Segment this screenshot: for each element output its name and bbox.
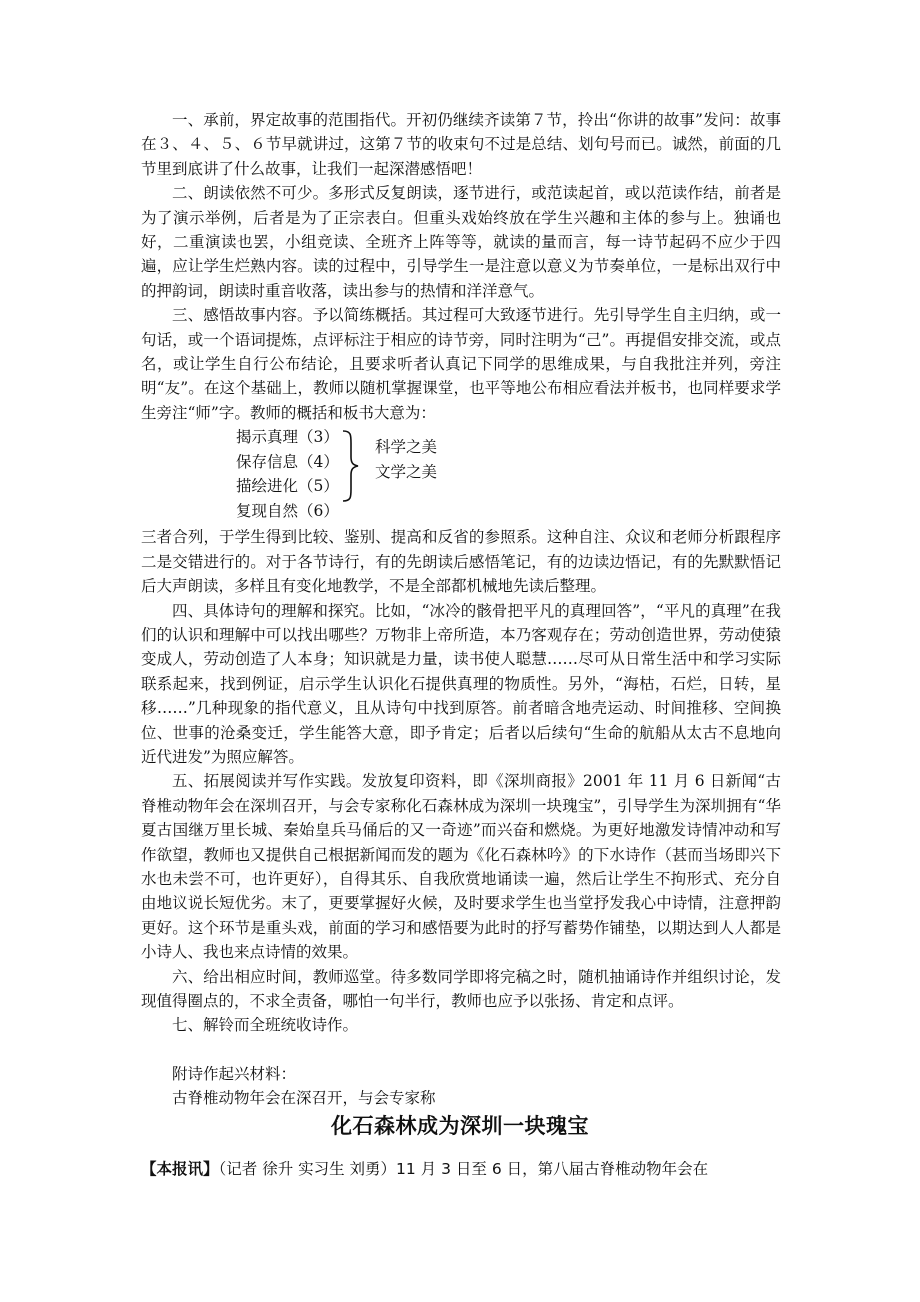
news-headline: 化石森林成为深圳一块瑰宝: [331, 1114, 589, 1138]
appendix-line: 古脊椎动物年会在深召开，与会专家称: [172, 1089, 436, 1108]
appendix-heading: 附诗作起兴材料：: [172, 1064, 297, 1083]
paragraph-1: 一、承前，界定故事的范围指代。开初仍继续齐读第７节，拎出“你讲的故事”发问：故事在３、４、５、６节早就讲过，这第７节的收束句不过是总结、划句号而已。诚然，前面的几节里到底讲了什么故事，让我们一起深潜感悟吧！: [141, 111, 781, 178]
paragraph-3: 三、感悟故事内容。予以简练概括。其过程可大致逐节进行。先引导学生自主归纳，或一句话，或一个语词提炼，点评标注于相应的诗节旁，同时注明为“己”。再提倡安排交流，或点名，或让学生自行公布结论，且要求听者认真记下同学的思维成果，与自我批注并列，旁注明“友”。在这个基础上，教师以随机掌握课堂，也平等地公布相应看法并板书，也同样要求学生旁注“师”字。教师的概括和板书大意为：: [141, 306, 781, 422]
brace-icon: [341, 429, 361, 503]
news-lead: [141, 1157, 801, 1179]
paragraph-after-outline: 三者合列，于学生得到比较、鉴别、提高和反省的参照系。这种自注、众议和老师分析跟程序二是交错进行的。对于各节诗行，有的先朗读后感悟笔记，有的边读边悟记，有的先默默悟记后大声朗读，多样且有变化地教学，不是全部都机械地先读后整理。: [141, 528, 781, 596]
outline-item: 揭示真理（3）: [236, 428, 339, 447]
paragraph-6: 六、给出相应时间，教师巡堂。待多数同学即将完稿之时，随机抽诵诗作并组织讨论，发现值得圈点的，不求全责备，哪怕一句半行，教师也应予以张扬、肯定和点评。: [141, 967, 781, 1010]
paragraph-4: 四、具体诗句的理解和探究。比如，“冰冷的骸骨把平凡的真理回答”，“平凡的真理”在我们的认识和理解中可以找出哪些？万物非上帝所造，本乃客观存在；劳动创造世界，劳动使猿变成人，劳动创造了人本身；知识就是力量，读书使人聪慧……尽可从日常生活中和学习实际联系起来，找到例证，启示学生认识化石提供真理的物质性。另外，“海枯，石烂，日转，星移……”几种现象的指代意义，且从诗句中找到原答。前者暗含地壳运动、时间推移、空间换位、世事的沧桑变迁，学生能答大意，即予肯定；后者以后续句“生命的航船从太古不息地向近代进发”为照应解答。: [141, 601, 781, 766]
news-lead-text: （记者 徐升 实习生 刘勇）11 月 3 日至 6 日，第八届古脊椎动物年会在: [218, 1160, 709, 1178]
outline-item: 保存信息（4）: [236, 452, 339, 471]
outline-label: 文学之美: [375, 462, 438, 481]
outline-item: 复现自然（6）: [236, 501, 339, 520]
paragraph-5: 五、拓展阅读并写作实践。发放复印资料，即《深圳商报》2001 年 11 月 6 日新闻“古脊椎动物年会在深圳召开，与会专家称化石森林成为深圳一块瑰宝”，引导学生为深圳拥有“华夏古国继万里长城、秦始皇兵马俑后的又一奇迹”而兴奋和燃烧。为更好地激发诗情冲动和写作欲望，教师也又提供自己根据新闻而发的题为《化石森林吟》的下水诗作（甚而当场即兴下水也未尝不可，也许更好），自得其乐、自我欣赏地诵读一遍，然后让学生不拘形式、充分自由地议说长短优劣。末了，更要掌握好火候，及时要求学生也当堂抒发我心中诗情，注意押韵更好。这个环节是重头戏，前面的学习和感悟要为此时的抒写蓄势作铺垫，以期达到人人都是小诗人、我也来点诗情的效果。: [141, 772, 781, 962]
paragraph-2: 二、朗读依然不可少。多形式反复朗读，逐节进行，或范读起首，或以范读作结，前者是为了演示举例，后者是为了正宗表白。但重头戏始终放在学生兴趣和主体的参与上。独诵也好，二重演读也罢，小组竞读、全班齐上阵等等，就读的量而言，每一诗节起码不应少于四遍，应让学生烂熟内容。读的过程中，引导学生一是注意以意义为节奏单位，一是标出双行中的押韵词，朗读时重音收落，读出参与的热情和洋洋意气。: [141, 184, 781, 300]
outline-item: 描绘进化（5）: [236, 477, 339, 496]
body-text: [141, 108, 781, 1111]
paragraph-7: 七、解铃而全班统收诗作。: [172, 1016, 359, 1035]
news-tag: 【本报讯】: [141, 1160, 219, 1178]
board-outline: [141, 425, 781, 525]
outline-label: 科学之美: [375, 438, 438, 457]
